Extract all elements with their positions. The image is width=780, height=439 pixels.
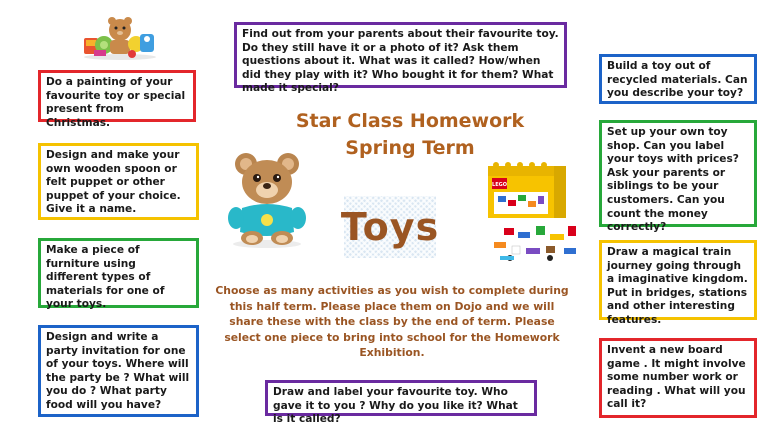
activity-toy-shop-text: Set up your own toy shop. Can you label your toys with prices? Ask your parents or siblings to be your customers. Can you count the money correctly? [607,126,739,234]
activity-puppet-text: Design and make your own wooden spoon or felt puppet or other puppet of your choice. Give it a name. [46,149,181,216]
activity-furniture [38,238,199,311]
activity-party-text: Design and write a party invitation for one of your toys. Where will the party be ? What will you do ? What party food will you have? [46,331,190,411]
page-title-line1: Star Class Homework [295,110,525,132]
intro-instructions: Choose as many activities as you wish to complete during this half term. Please place them on Dojo and we will share these with the class by the end of term. Please select one piece to bring into school for the Homework Exhibition. [215,284,569,359]
topic-panel [340,196,440,258]
activity-recycled-text: Build a toy out of recycled materials. Can you describe your toy? [607,60,748,100]
activity-recycled [599,54,757,104]
lego-logo-text: LEGO [492,182,507,188]
activity-puppet [38,143,199,220]
activity-painting [38,70,196,129]
activity-train-text: Draw a magical train journey going through a imaginative kingdom. Put in bridges, stations and other interesting features. [607,246,748,326]
activity-parents-text: Find out from your parents about their favourite toy. Do they still have it or a photo of it? Ask them questions about it. What was it called? How/when did they play with it? Who bought it for them? What made it special? [242,28,559,95]
activity-board-game [599,338,757,418]
activity-board-game-text: Invent a new board game . It might involve some number work or reading . What will you call it? [607,344,746,411]
activity-party [38,325,199,417]
page-title-line2: Spring Term [345,137,475,159]
activity-draw-label-text: Draw and label your favourite toy. Who gave it to you ? Why do you like it? What is it called? [273,386,518,426]
lego-bricks-illustration [484,162,584,268]
activity-train [599,240,757,326]
activity-painting-text: Do a painting of your favourite toy or special present from Christmas. [46,76,186,129]
activity-toy-shop [599,120,757,234]
toy-pile-illustration [80,12,160,60]
activity-draw-label [265,380,537,426]
teddy-bear-illustration [222,148,312,248]
topic-title: Toys [340,205,440,249]
activity-parents [234,22,567,95]
activity-furniture-text: Make a piece of furniture using different types of materials for one of your toys. [46,244,165,311]
